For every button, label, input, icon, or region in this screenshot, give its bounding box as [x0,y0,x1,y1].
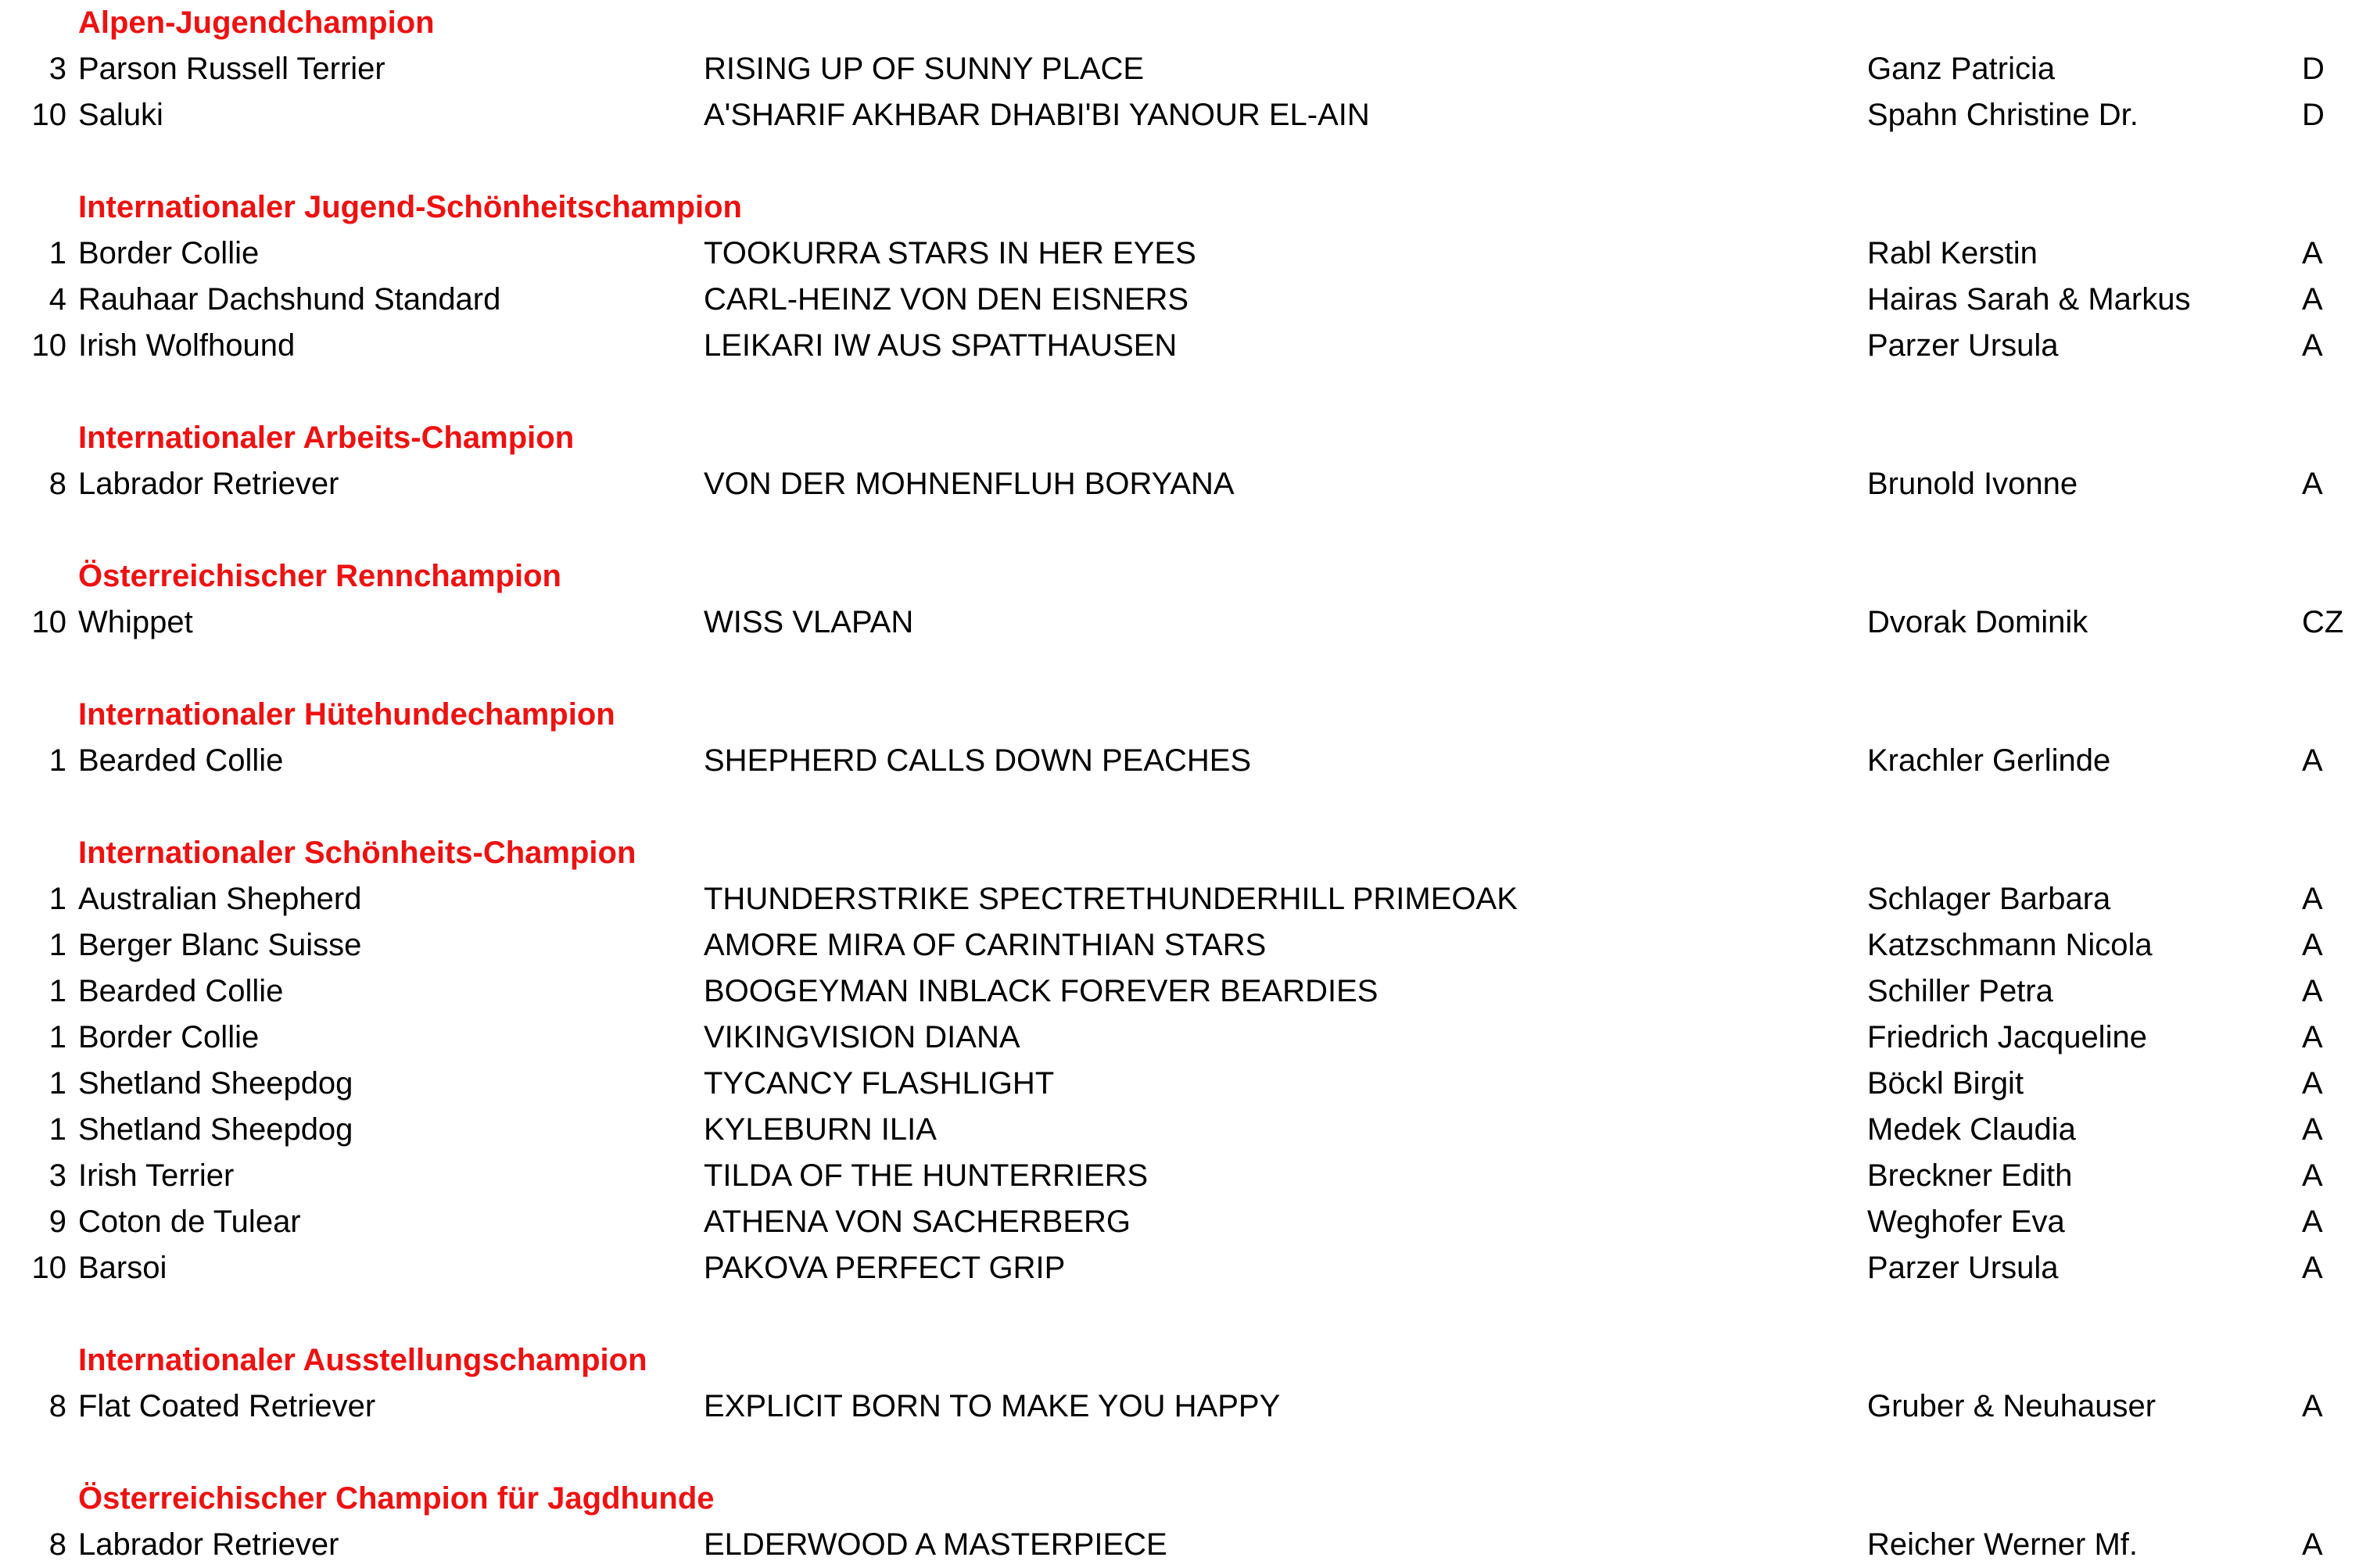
country-code: A [2302,1205,2323,1239]
class-number: 1 [48,1066,66,1101]
breed-name: Irish Wolfhound [78,328,296,363]
dog-name: VIKINGVISION DIANA [704,1020,1020,1054]
breed-name: Labrador Retriever [78,1527,339,1562]
owner-name: Schiller Petra [1867,974,2053,1008]
owner-name: Reicher Werner Mf. [1867,1527,2139,1562]
owner-name: Böckl Birgit [1867,1066,2024,1101]
breed-name: Bearded Collie [78,743,284,778]
country-code: A [2302,743,2323,778]
country-code: A [2302,1020,2323,1054]
breed-name: Flat Coated Retriever [78,1389,376,1423]
class-number: 3 [48,1158,66,1193]
section-title: Internationaler Schönheits-Champion [78,836,636,870]
list-row [0,1245,2359,1291]
country-code: A [2302,1527,2323,1562]
owner-name: Breckner Edith [1867,1158,2073,1193]
section-title: Österreichischer Rennchampion [78,559,561,593]
section-title: Alpen-Jugendchampion [78,5,435,40]
champion-section [0,0,2359,138]
dog-name: PAKOVA PERFECT GRIP [704,1251,1066,1285]
section-title: Internationaler Jugend-Schönheitschampion [78,190,742,224]
list-row [0,600,2359,646]
owner-name: Katzschmann Nicola [1867,928,2153,962]
list-row [0,968,2359,1015]
owner-name: Hairas Sarah & Markus [1867,282,2191,317]
list-row [0,92,2359,138]
section-title: Internationaler Arbeits-Champion [78,421,575,455]
dog-name: ELDERWOOD A MASTERPIECE [704,1527,1167,1562]
dog-name: THUNDERSTRIKE SPECTRETHUNDERHILL PRIMEOAK [704,882,1518,916]
breed-name: Australian Shepherd [78,882,362,916]
list-row [0,1384,2359,1430]
dog-name: ATHENA VON SACHERBERG [704,1205,1131,1239]
owner-name: Ganz Patricia [1867,52,2056,86]
dog-name: RISING UP OF SUNNY PLACE [704,52,1145,86]
country-code: A [2302,282,2323,317]
champion-section [0,1476,2359,1568]
list-row [0,1015,2359,1061]
class-number: 9 [48,1205,66,1239]
class-number: 1 [48,743,66,778]
list-row [0,323,2359,369]
country-code: D [2302,52,2325,86]
champion-section [0,415,2359,507]
breed-name: Berger Blanc Suisse [78,928,362,962]
list-row [0,46,2359,92]
section-title: Internationaler Hütehundechampion [78,697,615,732]
breed-name: Rauhaar Dachshund Standard [78,282,501,317]
country-code: D [2302,98,2325,132]
owner-name: Krachler Gerlinde [1867,743,2111,778]
class-number: 10 [31,1251,66,1285]
owner-name: Schlager Barbara [1867,882,2111,916]
section-title: Österreichischer Champion für Jagdhunde [78,1481,715,1516]
breed-name: Border Collie [78,1020,260,1054]
breed-name: Irish Terrier [78,1158,235,1193]
country-code: A [2302,928,2323,962]
class-number: 1 [48,1112,66,1147]
list-row [0,1153,2359,1199]
class-number: 4 [48,282,66,317]
breed-name: Whippet [78,605,193,639]
dog-name: AMORE MIRA OF CARINTHIAN STARS [704,928,1267,962]
class-number: 1 [48,974,66,1008]
dog-name: WISS VLAPAN [704,605,914,639]
list-row [0,277,2359,323]
country-code: A [2302,882,2323,916]
owner-name: Dvorak Dominik [1867,605,2088,639]
breed-name: Bearded Collie [78,974,284,1008]
country-code: A [2302,974,2323,1008]
class-number: 1 [48,1020,66,1054]
dog-name: CARL-HEINZ VON DEN EISNERS [704,282,1189,317]
owner-name: Brunold Ivonne [1867,467,2078,501]
breed-name: Shetland Sheepdog [78,1066,353,1101]
list-row [0,1107,2359,1153]
list-row [0,738,2359,784]
breed-name: Labrador Retriever [78,467,339,501]
dog-name: VON DER MOHNENFLUH BORYANA [704,467,1235,501]
country-code: A [2302,236,2323,270]
breed-name: Saluki [78,98,163,132]
class-number: 8 [48,1389,66,1423]
country-code: A [2302,1251,2323,1285]
list-row [0,1061,2359,1107]
list-row [0,1522,2359,1568]
dog-name: EXPLICIT BORN TO MAKE YOU HAPPY [704,1389,1281,1423]
dog-name: TOOKURRA STARS IN HER EYES [704,236,1196,270]
country-code: A [2302,1389,2323,1423]
class-number: 3 [48,52,66,86]
champion-section [0,184,2359,369]
class-number: 1 [48,236,66,270]
list-row [0,876,2359,922]
list-row [0,231,2359,277]
dog-name: A'SHARIF AKHBAR DHABI'BI YANOUR EL-AIN [704,98,1370,132]
country-code: A [2302,1112,2323,1147]
list-row [0,1199,2359,1245]
owner-name: Rabl Kerstin [1867,236,2038,270]
breed-name: Border Collie [78,236,260,270]
owner-name: Weghofer Eva [1867,1205,2065,1239]
dog-name: KYLEBURN ILIA [704,1112,937,1147]
class-number: 1 [48,882,66,916]
class-number: 8 [48,467,66,501]
champion-section [0,692,2359,784]
list-row [0,922,2359,968]
class-number: 10 [31,98,66,132]
owner-name: Gruber & Neuhauser [1867,1389,2156,1423]
section-title: Internationaler Ausstellungschampion [78,1343,647,1377]
breed-name: Parson Russell Terrier [78,52,385,86]
breed-name: Shetland Sheepdog [78,1112,353,1147]
owner-name: Friedrich Jacqueline [1867,1020,2147,1054]
owner-name: Spahn Christine Dr. [1867,98,2139,132]
class-number: 1 [48,928,66,962]
owner-name: Parzer Ursula [1867,1251,2059,1285]
dog-name: LEIKARI IW AUS SPATTHAUSEN [704,328,1178,363]
class-number: 10 [31,328,66,363]
country-code: A [2302,467,2323,501]
class-number: 8 [48,1527,66,1562]
dog-name: TILDA OF THE HUNTERRIERS [704,1158,1149,1193]
list-row [0,461,2359,507]
country-code: CZ [2302,605,2344,639]
dog-name: SHEPHERD CALLS DOWN PEACHES [704,743,1252,778]
dog-name: BOOGEYMAN INBLACK FOREVER BEARDIES [704,974,1378,1008]
champion-section [0,830,2359,1291]
country-code: A [2302,1158,2323,1193]
breed-name: Barsoi [78,1251,167,1285]
champion-section [0,1337,2359,1430]
owner-name: Parzer Ursula [1867,328,2059,363]
country-code: A [2302,1066,2323,1101]
country-code: A [2302,328,2323,363]
champion-section [0,553,2359,646]
dog-name: TYCANCY FLASHLIGHT [704,1066,1055,1101]
owner-name: Medek Claudia [1867,1112,2076,1147]
breed-name: Coton de Tulear [78,1205,301,1239]
class-number: 10 [31,605,66,639]
